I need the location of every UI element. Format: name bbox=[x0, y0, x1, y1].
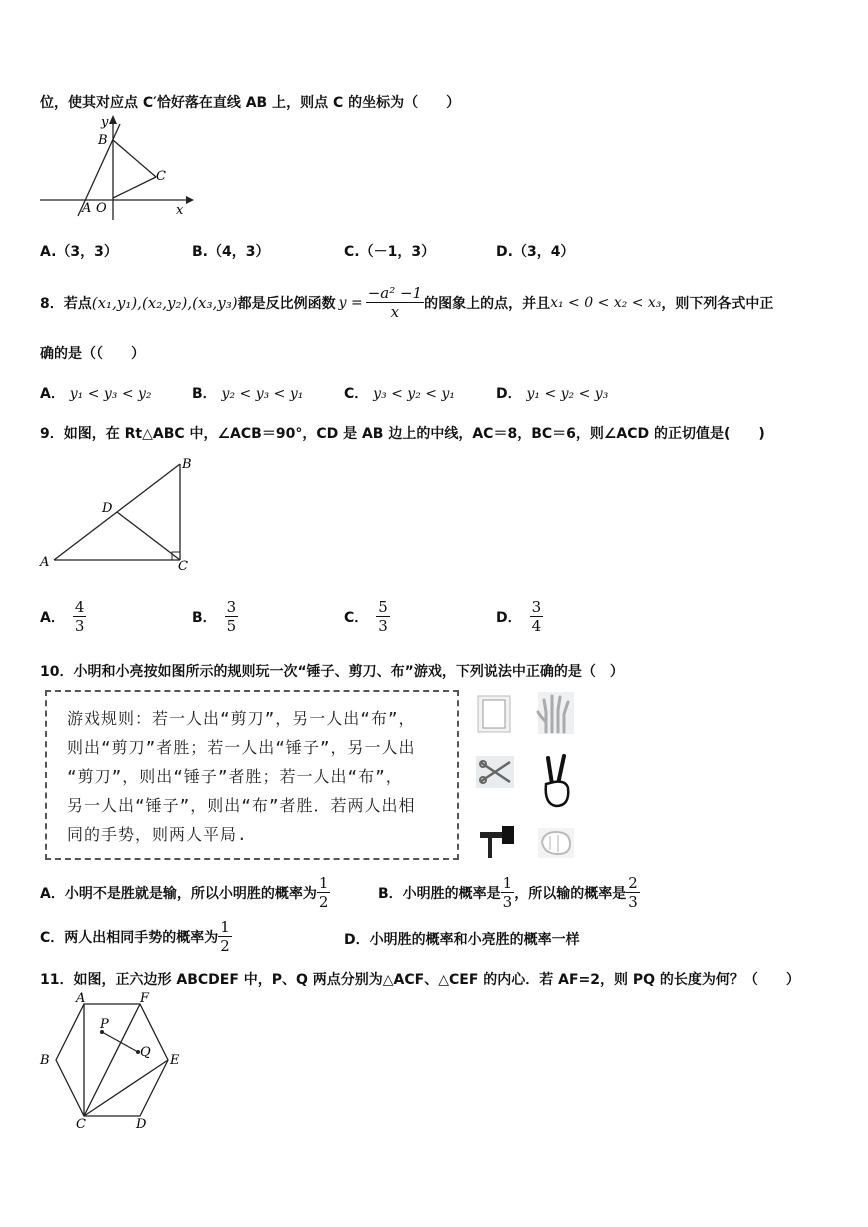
q11-segment-pq bbox=[102, 1032, 138, 1052]
q8-stem: 8． 若点 (x₁,y₁),(x₂,y₂),(x₃,y₃) 都是反比例函数 y = $\frac{\text{−a² −1}}{x}$ 的图象上的点，并且 x₁ < 0 < x₂ < x₃ ，则下列各式中正 bbox=[40, 284, 774, 321]
q7-label-x: x bbox=[176, 203, 184, 218]
q11-label-q: Q bbox=[140, 1045, 151, 1060]
q10-option-a: A． 小明不是胜就是输，所以小明胜的概率为 $\frac{1}{2}$ bbox=[40, 874, 329, 911]
q11-label-p: P bbox=[100, 1017, 109, 1032]
q11-figure bbox=[36, 990, 196, 1130]
q10-rule-line: 另一人出“锤子”，则出“布”者胜．若两人出相 bbox=[67, 796, 416, 815]
q7-label-y: y bbox=[101, 115, 109, 130]
q7-option-a: A.（3，3） bbox=[40, 244, 118, 260]
q10-option-b: B． 小明胜的概率是 $\frac{1}{3}$ ，所以输的概率是 $\frac{2}{3}$ bbox=[378, 874, 638, 911]
q10-option-c: C． 两人出相同手势的概率为 $\frac{1}{2}$ bbox=[40, 918, 230, 955]
q9-figure bbox=[36, 452, 206, 577]
q10-rule-line: 同的手势，则两人平局. bbox=[67, 825, 248, 844]
q9-label-d: D bbox=[102, 501, 113, 516]
q10-stem: 10．小明和小亮按如图所示的规则玩一次“锤子、剪刀、布”游戏，下列说法中正确的是（ ） bbox=[40, 664, 624, 680]
paper-icon bbox=[478, 696, 510, 732]
victory-hand-icon bbox=[538, 750, 574, 808]
q9-option-b: B． $\frac{3}{5}$ bbox=[192, 598, 237, 635]
scissors-icon bbox=[476, 756, 514, 788]
q7-label-c: C bbox=[156, 169, 166, 184]
q9-option-d: D． $\frac{3}{4}$ bbox=[496, 598, 542, 635]
q8-option-d: D． y₁ < y₂ < y₃ bbox=[496, 386, 609, 402]
q11-label-b: B bbox=[40, 1053, 50, 1068]
q7-option-d: D.（3，4） bbox=[496, 244, 575, 260]
q10-rule-line: 则出“剪刀”者胜；若一人出“锤子”，另一人出 bbox=[67, 738, 416, 757]
fist-icon bbox=[538, 828, 574, 858]
q9-label-c: C bbox=[178, 559, 188, 574]
q7-option-c: C.（－1，3） bbox=[344, 244, 436, 260]
q9-stem: 9．如图，在 Rt△ABC 中，∠ACB＝90°，CD 是 AB 边上的中线，AC＝8，BC＝6，则∠ACD 的正切值是( ) bbox=[40, 426, 765, 442]
open-hand-icon bbox=[538, 692, 574, 734]
q7-figure bbox=[38, 112, 198, 222]
q8-function-fraction: $\frac{\text{−a² −1}}{x}$ bbox=[367, 284, 423, 321]
q8-stem-line2: 确的是（（ ） bbox=[40, 346, 145, 362]
q10-gesture-icons bbox=[474, 692, 584, 864]
q9-option-a: A． $\frac{4}{3}$ bbox=[40, 598, 85, 635]
q10-rules-box bbox=[45, 690, 459, 860]
q9-label-b: B bbox=[182, 457, 192, 472]
q8-option-c: C． y₃ < y₂ < y₁ bbox=[344, 386, 455, 402]
q10-option-d: D．小明胜的概率和小亮胜的概率一样 bbox=[344, 932, 580, 948]
q9-option-c: C． $\frac{5}{3}$ bbox=[344, 598, 388, 635]
q10-rule-line: 游戏规则：若一人出“剪刀”，另一人出“布”， bbox=[67, 709, 416, 728]
q7-label-a: A bbox=[82, 201, 92, 216]
q11-label-f: F bbox=[140, 991, 150, 1006]
hammer-icon bbox=[476, 824, 516, 860]
q11-label-d: D bbox=[136, 1117, 147, 1130]
q11-label-e: E bbox=[170, 1053, 180, 1068]
q7-option-b: B.（4，3） bbox=[192, 244, 270, 260]
q7-label-b: B bbox=[98, 133, 108, 148]
q10-rule-line: “剪刀”，则出“锤子”者胜；若一人出“布”， bbox=[67, 767, 403, 786]
q9-label-a: A bbox=[40, 555, 50, 570]
q11-stem: 11．如图，正六边形 ABCDEF 中，P、Q 两点分别为△ACF、△CEF 的内心．若 AF=2，则 PQ 的长度为何？（ ） bbox=[40, 972, 800, 988]
q7-label-o: O bbox=[96, 201, 107, 216]
q11-label-a: A bbox=[76, 991, 86, 1006]
q11-label-c: C bbox=[76, 1117, 86, 1130]
q7-stem: 位，使其对应点 C′恰好落在直线 AB 上，则点 C 的坐标为（ ） bbox=[40, 95, 461, 111]
q8-option-a: A． y₁ < y₃ < y₂ bbox=[40, 386, 152, 402]
q8-option-b: B． y₂ < y₃ < y₁ bbox=[192, 386, 304, 402]
